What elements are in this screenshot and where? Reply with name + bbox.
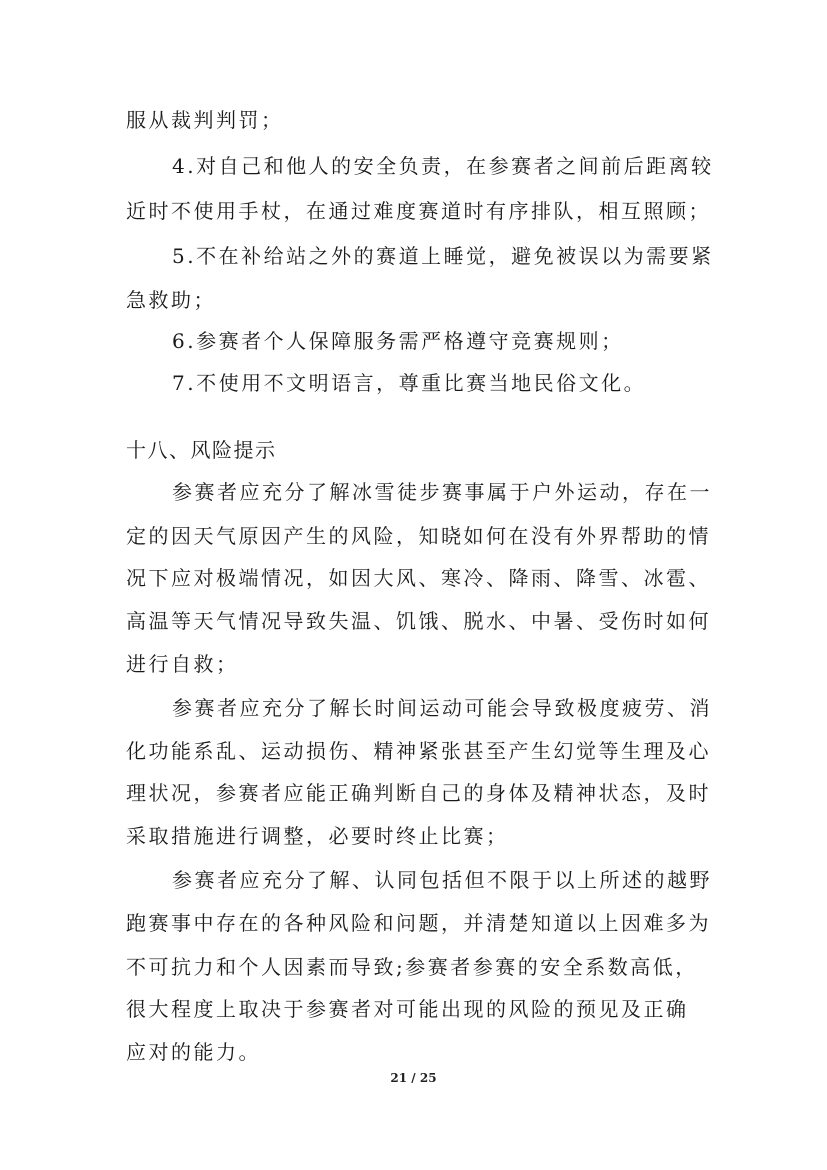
paragraph-2-line: 采取措施进行调整，必要时终止比赛；	[126, 824, 509, 848]
paragraph-1-line: 高温等天气情况导致失温、饥饿、脱水、中暑、受伤时如何	[126, 609, 711, 633]
paragraph-2-line: 化功能系乱、运动损伤、精神紧张甚至产生幻觉等生理及心	[126, 739, 711, 763]
paragraph-2-line: 参赛者应充分了解长时间运动可能会导致极度疲劳、消	[172, 696, 712, 720]
body-line: 服从裁判判罚；	[126, 108, 284, 132]
paragraph-3-line: 跑赛事中存在的各种风险和问题，并清楚知道以上因难多为	[126, 911, 711, 935]
paragraph-1-line: 参赛者应充分了解冰雪徒步赛事属于户外运动，存在一	[172, 480, 712, 504]
list-item-5: 5.不在补给站之外的赛道上睡觉，避免被误以为需要紧	[172, 244, 714, 268]
paragraph-3-line: 参赛者应充分了解、认同包括但不限于以上所述的越野	[172, 868, 712, 892]
paragraph-2-line: 理状况，参赛者应能正确判断自己的身体及精神状态，及时	[126, 781, 711, 805]
list-item-6: 6.参赛者个人保障服务需严格遵守竞赛规则；	[172, 329, 624, 353]
section-heading: 十八、风险提示	[126, 438, 277, 462]
body-line: 急救助；	[126, 288, 216, 312]
page-number: 21 / 25	[390, 1071, 437, 1085]
list-item-4: 4.对自己和他人的安全负责，在参赛者之间前后距离较	[172, 154, 714, 178]
paragraph-3-line: 不可抗力和个人因素而导致;参赛者参赛的安全系数高低，	[126, 955, 698, 979]
paragraph-3-line: 应对的能力。	[126, 1040, 261, 1064]
list-item-7: 7.不使用不文明语言，尊重比赛当地民俗文化。	[172, 371, 647, 395]
paragraph-1-line: 进行自救；	[126, 652, 239, 676]
paragraph-3-line: 很大程度上取决于参赛者对可能出现的风险的预见及正确	[126, 997, 689, 1021]
body-line: 近时不使用手杖，在通过难度赛道时有序排队，相互照顾；	[126, 199, 711, 223]
paragraph-1-line: 况下应对极端情况，如因大风、寒冷、降雨、降雪、冰雹、	[126, 566, 711, 590]
paragraph-1-line: 定的因天气原因产生的风险，知晓如何在没有外界帮助的情	[126, 524, 711, 548]
